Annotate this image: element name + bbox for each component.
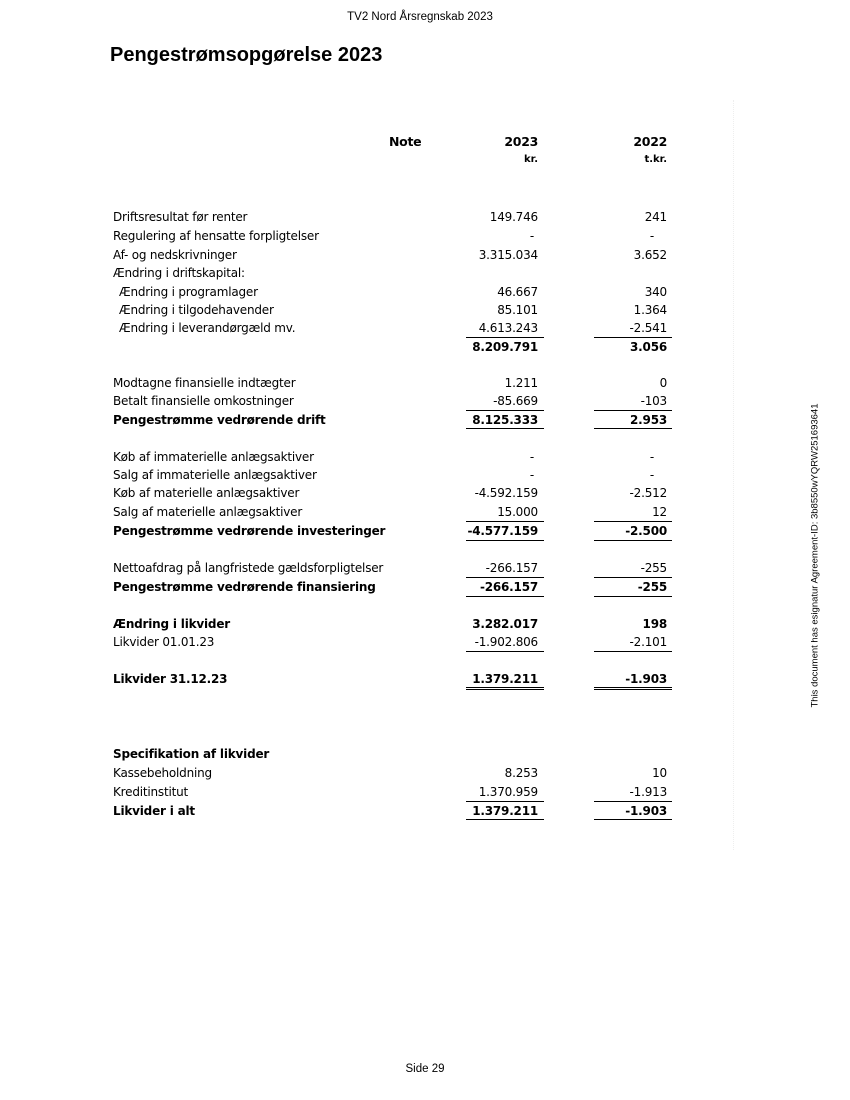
value-2023: 1.211: [504, 376, 538, 390]
total-row: [0, 411, 850, 430]
row-label: Ændring i leverandørgæld mv.: [119, 321, 296, 335]
column-unit-2022: t.kr.: [644, 154, 667, 165]
value-2022: -1.913: [629, 785, 667, 799]
value-2022: -2.101: [629, 635, 667, 649]
table-row: [0, 246, 850, 265]
double-rule: [594, 687, 672, 690]
table-row: [0, 503, 850, 522]
section-heading: [0, 745, 850, 764]
row-label: Specifikation af likvider: [113, 747, 270, 761]
table-row: [0, 301, 850, 320]
value-2022: -255: [637, 580, 667, 594]
row-label: Kreditinstitut: [113, 785, 189, 799]
value-2023: 3.315.034: [478, 248, 538, 262]
row-label: Likvider 01.01.23: [113, 635, 215, 649]
row-label: Ændring i programlager: [119, 285, 258, 299]
value-2023: 46.667: [497, 285, 538, 299]
value-2023: 85.101: [497, 303, 538, 317]
value-2022: 3.652: [633, 248, 667, 262]
total-rule: [466, 596, 544, 597]
value-2023: -4.577.159: [467, 524, 538, 538]
value-2022: -2.541: [629, 321, 667, 335]
value-2023: -85.669: [493, 394, 538, 408]
value-2022: 10: [652, 766, 667, 780]
row-label: Ændring i driftskapital:: [113, 266, 245, 280]
value-2023: 1.379.211: [472, 804, 538, 818]
value-2023: -266.157: [485, 561, 538, 575]
row-label: Køb af materielle anlægsaktiver: [113, 486, 300, 500]
row-label: Pengestrømme vedrørende finansiering: [113, 580, 376, 594]
table-row: [0, 633, 850, 652]
value-2022: -2.512: [629, 486, 667, 500]
row-label: Kassebeholdning: [113, 766, 212, 780]
table-row: [0, 264, 850, 283]
row-label: Salg af immaterielle anlægsaktiver: [113, 468, 317, 482]
table-row: [0, 615, 850, 634]
value-2022: 2.953: [630, 413, 667, 427]
report-header: TV2 Nord Årsregnskab 2023: [347, 11, 493, 23]
total-rule: [466, 540, 544, 541]
value-2023: -266.157: [479, 580, 538, 594]
table-row: [0, 208, 850, 227]
value-2023: 8.125.333: [472, 413, 538, 427]
table-row: [0, 559, 850, 578]
row-label: Pengestrømme vedrørende drift: [113, 413, 326, 427]
total-row: [0, 578, 850, 597]
value-2023: 149.746: [489, 210, 538, 224]
table-row: [0, 374, 850, 393]
row-label: Likvider 31.12.23: [113, 672, 228, 686]
table-row: [0, 466, 850, 485]
table-row: [0, 448, 850, 467]
value-2022: -1.903: [625, 804, 667, 818]
value-2023: 4.613.243: [478, 321, 538, 335]
column-header-2023: 2023: [504, 134, 538, 149]
subtotal-rule: [594, 651, 672, 652]
value-2023: -4.592.159: [474, 486, 538, 500]
table-row: [0, 484, 850, 503]
value-2023: 1.370.959: [478, 785, 538, 799]
row-label: Ændring i tilgodehavender: [119, 303, 274, 317]
value-2023: 8.209.791: [472, 340, 538, 354]
value-2023: 1.379.211: [472, 672, 538, 686]
row-label: Salg af materielle anlægsaktiver: [113, 505, 303, 519]
row-label: Betalt finansielle omkostninger: [113, 394, 294, 408]
value-2022: 1.364: [633, 303, 667, 317]
table-row: [0, 227, 850, 246]
margin-guide: [733, 100, 734, 850]
row-label: Regulering af hensatte forpligtelser: [113, 229, 319, 243]
value-2022: -: [649, 229, 654, 243]
row-label: Ændring i likvider: [113, 617, 230, 631]
subtotal-row: [0, 338, 850, 357]
table-row: [0, 283, 850, 302]
table-row: [0, 783, 850, 802]
value-2023: -: [529, 229, 534, 243]
row-label: Driftsresultat før renter: [113, 210, 248, 224]
esignature-note: This document has esignatur Agreement-ID: 3b8550wYQRW251693641: [809, 403, 821, 708]
row-label: Køb af immaterielle anlægsaktiver: [113, 450, 314, 464]
column-unit-2023: kr.: [524, 154, 538, 165]
value-2023: -: [529, 450, 534, 464]
row-label: Modtagne finansielle indtægter: [113, 376, 296, 390]
total-rule: [594, 596, 672, 597]
value-2022: 340: [644, 285, 667, 299]
value-2022: -103: [640, 394, 667, 408]
row-label: Nettoafdrag på langfristede gældsforpligtelser: [113, 561, 384, 575]
total-row: [0, 522, 850, 541]
column-header-2022: 2022: [633, 134, 667, 149]
total-row: [0, 802, 850, 821]
column-header-note: Note: [389, 134, 422, 149]
value-2022: 12: [652, 505, 667, 519]
total-rule: [594, 819, 672, 820]
double-rule: [466, 687, 544, 690]
value-2022: 241: [644, 210, 667, 224]
value-2023: 15.000: [497, 505, 538, 519]
subtotal-rule: [466, 651, 544, 652]
value-2022: 198: [642, 617, 667, 631]
value-2022: -: [649, 450, 654, 464]
value-2023: 3.282.017: [472, 617, 538, 631]
table-row: [0, 319, 850, 338]
table-row: [0, 764, 850, 783]
value-2023: -: [529, 468, 534, 482]
total-rule: [594, 428, 672, 429]
total-rule: [466, 428, 544, 429]
row-label: Af- og nedskrivninger: [113, 248, 237, 262]
value-2023: -1.902.806: [474, 635, 538, 649]
row-label: Likvider i alt: [113, 804, 195, 818]
value-2022: -1.903: [625, 672, 667, 686]
grand-total-row: [0, 670, 850, 689]
value-2023: 8.253: [504, 766, 538, 780]
value-2022: -255: [640, 561, 667, 575]
value-2022: 0: [659, 376, 667, 390]
value-2022: -: [649, 468, 654, 482]
row-label: Pengestrømme vedrørende investeringer: [113, 524, 386, 538]
total-rule: [594, 540, 672, 541]
value-2022: 3.056: [630, 340, 667, 354]
page-number: Side 29: [405, 1063, 445, 1075]
table-row: [0, 392, 850, 411]
value-2022: -2.500: [625, 524, 667, 538]
total-rule: [466, 819, 544, 820]
page-title: Pengestrømsopgørelse 2023: [110, 44, 383, 66]
